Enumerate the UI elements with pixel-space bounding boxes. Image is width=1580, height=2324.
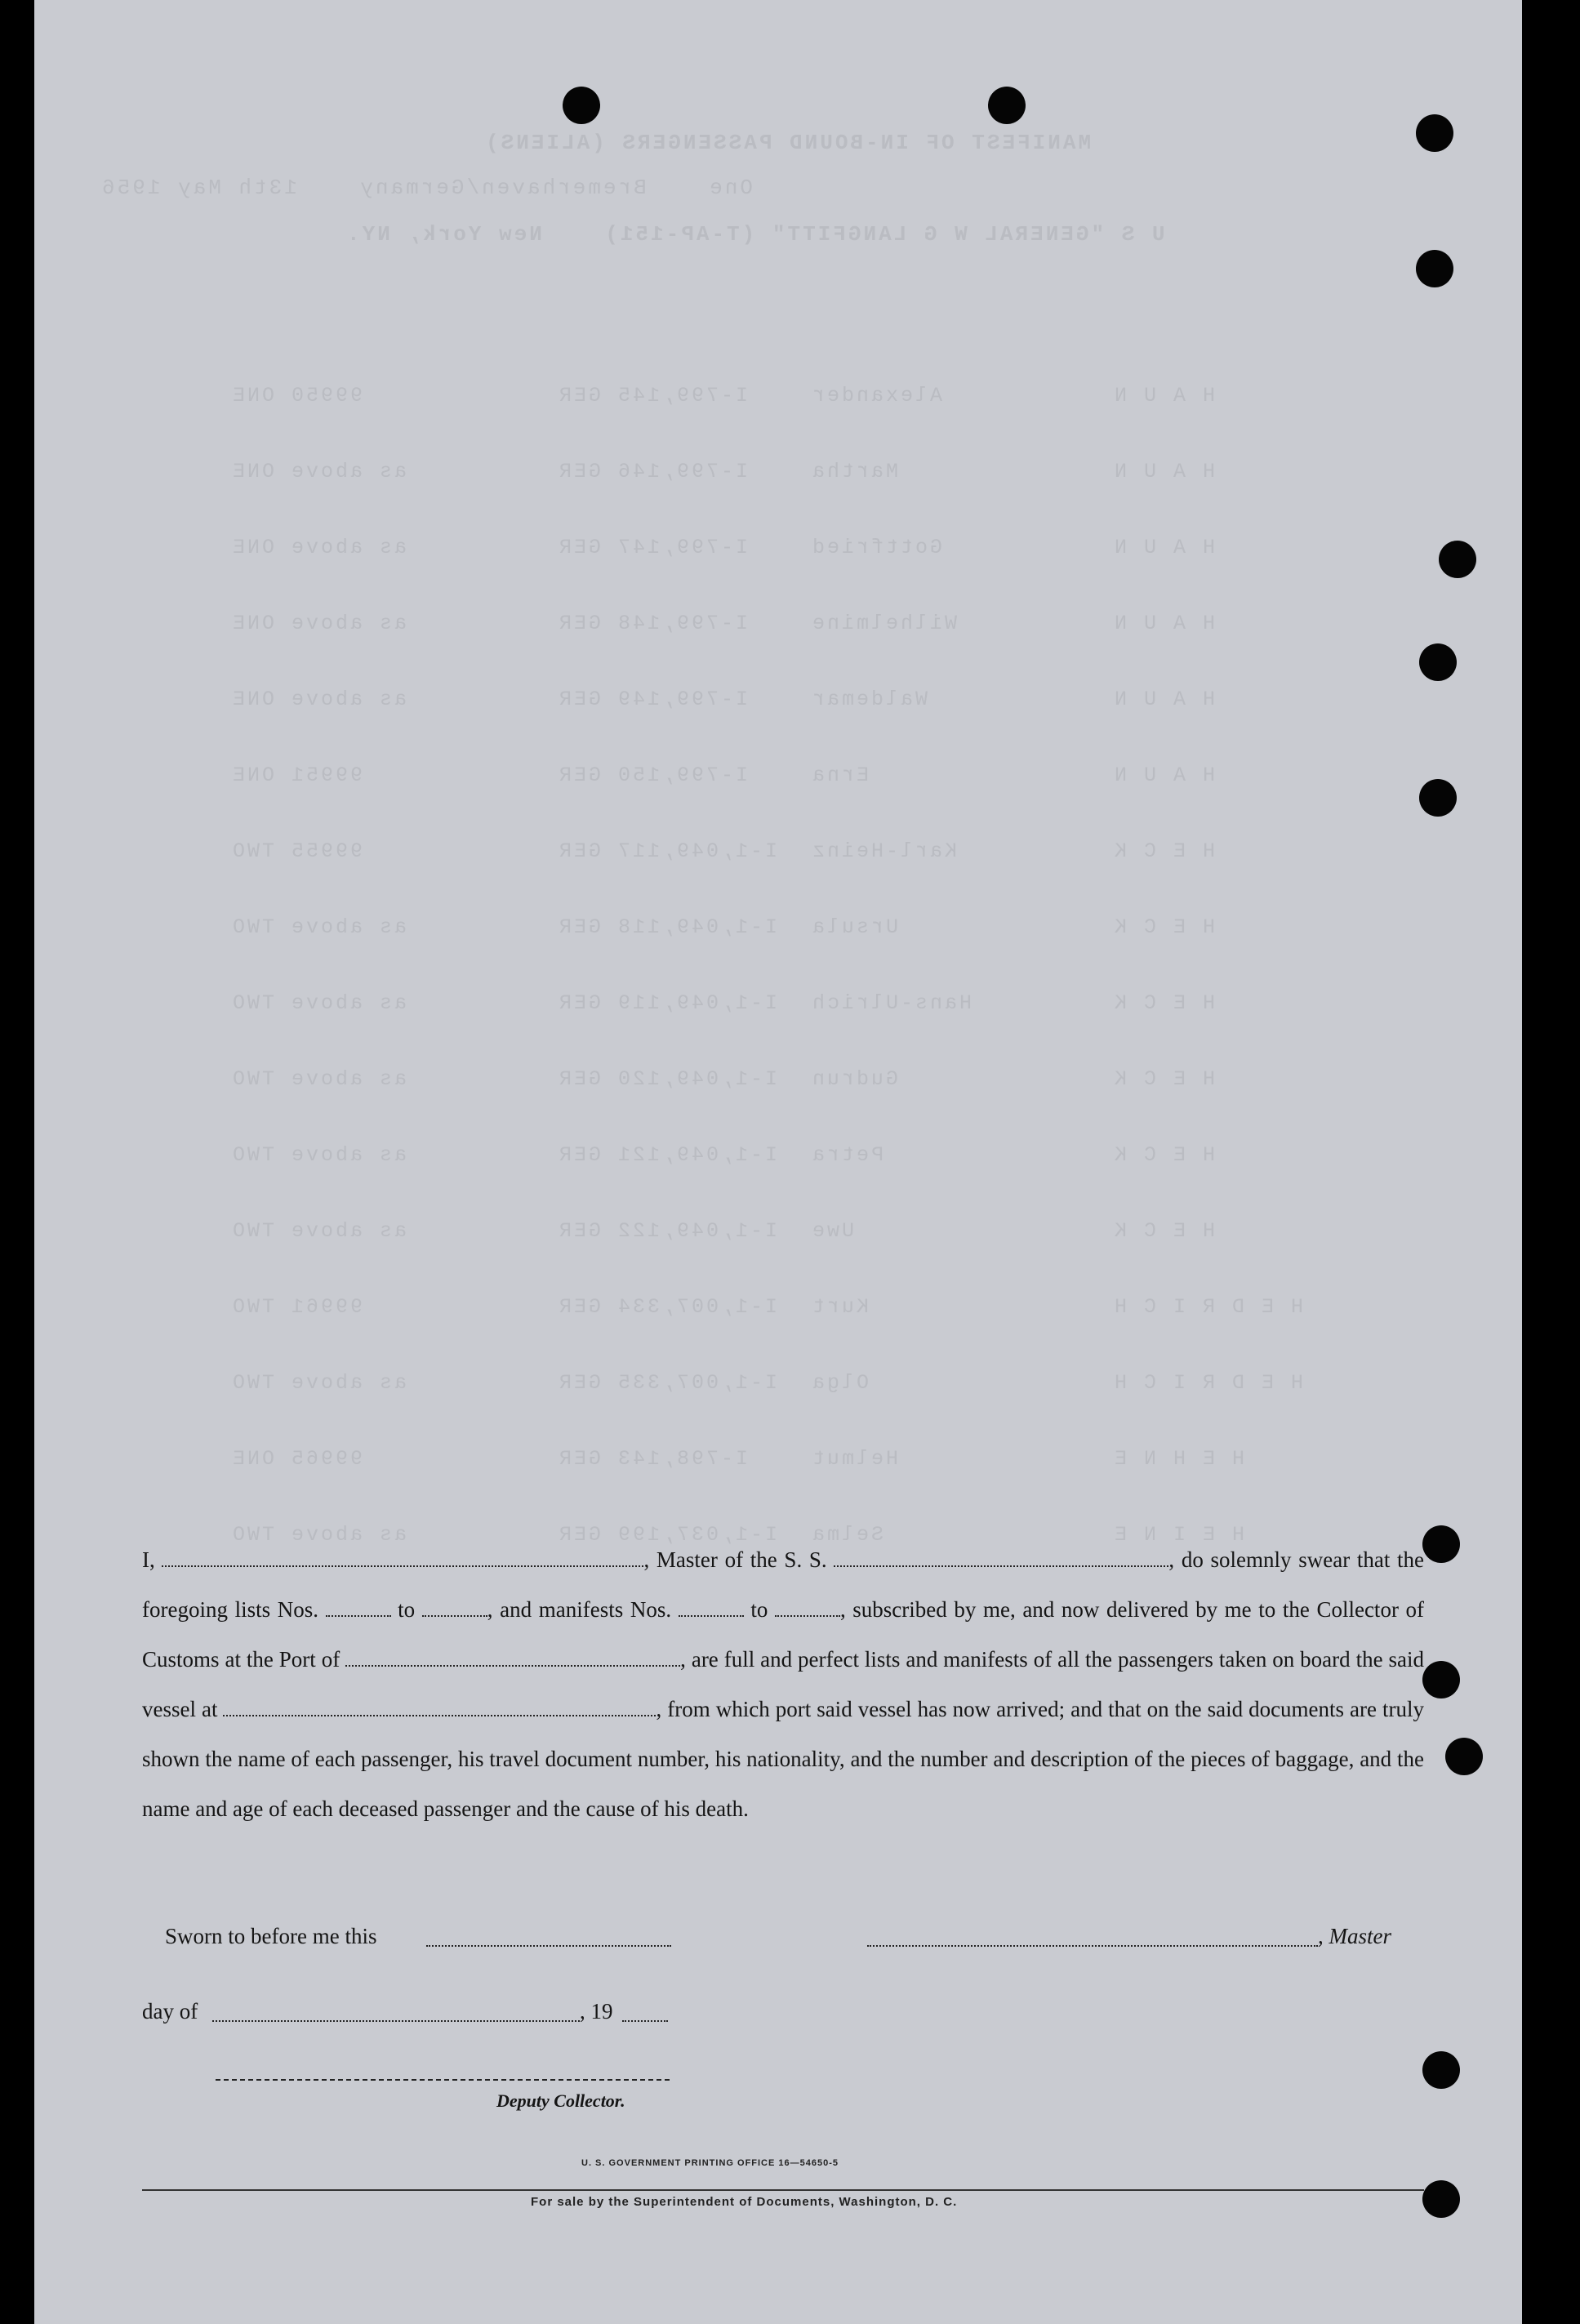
- ghost-row-extra: as above ONE: [230, 688, 407, 711]
- ghost-row-name: H E D R I C H: [1112, 1295, 1304, 1319]
- ghost-row-extra: 99955 TWO: [230, 839, 363, 863]
- ghost-row-doc: I-799,146 GER: [557, 460, 749, 483]
- lists-to-field[interactable]: [422, 1597, 487, 1617]
- oath-master-of: , Master of the S. S.: [643, 1547, 827, 1572]
- ghost-row-name: H E C K: [1112, 1219, 1216, 1243]
- oath-swear: swear that the foregoing lists Nos.: [142, 1547, 1425, 1622]
- oath-port-said: port said vessel has now arrived; and that on the said documents are truly shown the name of each passenger, his travel document number, his nationality, and the number and description of the pieces of baggage, and the name and age of each deceased passenger and the cause of his death.: [142, 1697, 1424, 1821]
- ghost-row-extra: as above TWO: [230, 1067, 407, 1091]
- ghost-row-doc: I-1,037,199 GER: [557, 1523, 778, 1547]
- printing-office-line: U. S. GOVERNMENT PRINTING OFFICE 16—54650-5: [581, 2158, 839, 2168]
- punch-hole-right-6: [1422, 1525, 1460, 1563]
- oath-manifests-all: manifests of all the passengers taken on board the said vessel at: [142, 1647, 1424, 1721]
- ghost-row-name: H E C K: [1112, 915, 1216, 939]
- ghost-row-given: Martha: [810, 460, 899, 483]
- manifests-from-field[interactable]: [679, 1597, 744, 1617]
- oath-delivered: delivered by me to the Collector of Customs at the Port of: [142, 1597, 1425, 1672]
- ghost-row-extra: as above TWO: [230, 1371, 407, 1395]
- port-field[interactable]: [345, 1647, 680, 1667]
- embark-port-field[interactable]: [223, 1697, 656, 1716]
- footer-rule: [142, 2189, 1424, 2191]
- ghost-row-given: Erna: [810, 764, 870, 787]
- ghost-row-doc: I-1,007,334 GER: [557, 1295, 778, 1319]
- oath-paragraph: [142, 1535, 1424, 1834]
- ghost-row-name: H E C K: [1112, 1143, 1216, 1167]
- oath-i: I,: [142, 1547, 155, 1572]
- master-signature-field[interactable]: [867, 1927, 1318, 1947]
- ghost-header-line3: U S "GENERAL W G LANGFITT" (T-AP-151) New York, NY.: [345, 222, 1165, 247]
- oath-subscribed: , subscribed by me, and now: [839, 1597, 1100, 1622]
- punch-hole-right-5: [1419, 779, 1457, 817]
- day-of-field[interactable]: [212, 2002, 580, 2022]
- ghost-row-doc: I-799,145 GER: [557, 384, 749, 407]
- manifest-page: [34, 0, 1522, 2324]
- year-label: , 19: [580, 1999, 613, 2023]
- oath-solemnly: , do solemnly: [1168, 1547, 1292, 1572]
- ghost-row-name: H A U N: [1112, 536, 1216, 559]
- ghost-row-extra: as above TWO: [230, 1523, 407, 1547]
- punch-hole-right-7: [1422, 1661, 1460, 1698]
- ghost-row-doc: I-799,149 GER: [557, 688, 749, 711]
- punch-hole-right-4: [1419, 643, 1457, 681]
- ghost-row-extra: as above TWO: [230, 991, 407, 1015]
- ghost-row-extra: 99965 ONE: [230, 1447, 363, 1471]
- ghost-row-given: Hans-Ulrich: [810, 991, 972, 1015]
- ghost-row-name: H E C K: [1112, 991, 1216, 1015]
- ghost-row-given: Waldemar: [810, 688, 928, 711]
- ghost-row-given: Karl-Heinz: [810, 839, 958, 863]
- punch-hole-top-left: [563, 87, 600, 124]
- ghost-row-given: Kurt: [810, 1295, 870, 1319]
- ghost-row-extra: as above TWO: [230, 1219, 407, 1243]
- ghost-row-given: Gottfried: [810, 536, 943, 559]
- ghost-row-doc: I-1,049,120 GER: [557, 1067, 778, 1091]
- ghost-row-name: H E C K: [1112, 839, 1216, 863]
- ghost-row-doc: I-1,007,335 GER: [557, 1371, 778, 1395]
- sworn-label: Sworn to before me this: [165, 1924, 377, 1948]
- oath-to-2: to: [750, 1597, 768, 1622]
- ghost-row-extra: 99950 ONE: [230, 384, 363, 407]
- ghost-row-extra: as above TWO: [230, 1143, 407, 1167]
- deputy-collector-label: Deputy Collector.: [496, 2090, 625, 2111]
- ghost-row-given: Ursula: [810, 915, 899, 939]
- ghost-row-given: Selma: [810, 1523, 884, 1547]
- ghost-row-name: H A U N: [1112, 688, 1216, 711]
- ghost-row-name: H E H N E: [1112, 1447, 1245, 1471]
- lists-from-field[interactable]: [326, 1597, 391, 1617]
- ghost-row-extra: 99951 ONE: [230, 764, 363, 787]
- manifests-to-field[interactable]: [775, 1597, 840, 1617]
- for-sale-line: For sale by the Superintendent of Documents, Washington, D. C.: [531, 2195, 958, 2209]
- punch-hole-right-8: [1445, 1738, 1483, 1775]
- ghost-row-given: Alexander: [810, 384, 943, 407]
- master-label: , Master: [1318, 1924, 1391, 1948]
- ghost-row-given: Uwe: [810, 1219, 855, 1243]
- ghost-row-name: H E D R I C H: [1112, 1371, 1304, 1395]
- ghost-row-name: H A U N: [1112, 764, 1216, 787]
- ghost-row-extra: as above ONE: [230, 612, 407, 635]
- ghost-row-doc: I-1,049,118 GER: [557, 915, 778, 939]
- ghost-row-doc: I-1,049,122 GER: [557, 1219, 778, 1243]
- ghost-row-extra: as above ONE: [230, 536, 407, 559]
- ghost-row-extra: 99961 TWO: [230, 1295, 363, 1319]
- ghost-row-doc: I-1,049,117 GER: [557, 839, 778, 863]
- oath-full: , are full and perfect lists and: [680, 1647, 938, 1672]
- deputy-collector-signature-field[interactable]: [216, 2074, 670, 2081]
- ghost-row-given: Gudrun: [810, 1067, 899, 1091]
- sworn-date-field[interactable]: [426, 1927, 671, 1947]
- punch-hole-right-10: [1422, 2180, 1460, 2218]
- ghost-row-doc: I-799,150 GER: [557, 764, 749, 787]
- master-name-field[interactable]: [162, 1547, 643, 1567]
- punch-hole-top-center: [988, 87, 1026, 124]
- ghost-row-extra: as above TWO: [230, 915, 407, 939]
- oath-manifests: , and manifests Nos.: [487, 1597, 672, 1622]
- ghost-row-doc: I-799,147 GER: [557, 536, 749, 559]
- ghost-row-name: H A U N: [1112, 612, 1216, 635]
- ghost-row-given: Helmut: [810, 1447, 899, 1471]
- ghost-row-doc: I-1,049,119 GER: [557, 991, 778, 1015]
- punch-hole-right-9: [1422, 2051, 1460, 2089]
- ghost-row-name: H E C K: [1112, 1067, 1216, 1091]
- oath-to-1: to: [398, 1597, 416, 1622]
- ghost-row-doc: I-1,049,121 GER: [557, 1143, 778, 1167]
- year-field[interactable]: [622, 2002, 668, 2022]
- ghost-row-doc: I-799,148 GER: [557, 612, 749, 635]
- ghost-row-name: H A U N: [1112, 384, 1216, 407]
- ghost-header-line2: One Bremerhaven/Germany 13th May 1956: [100, 176, 753, 200]
- ghost-row-name: H E I N E: [1112, 1523, 1245, 1547]
- punch-hole-right-2: [1416, 250, 1453, 287]
- punch-hole-right-3: [1439, 541, 1476, 578]
- punch-hole-right-1: [1416, 114, 1453, 152]
- ship-name-field[interactable]: [834, 1547, 1168, 1567]
- ghost-header-line1: MANIFEST OF IN-BOUND PASSENGERS (ALIENS): [483, 131, 1092, 155]
- day-of-label: day of: [142, 1999, 198, 2023]
- ghost-row-doc: I-798,143 GER: [557, 1447, 749, 1471]
- oath-from-which: , from which: [656, 1697, 770, 1721]
- ghost-row-name: H A U N: [1112, 460, 1216, 483]
- ghost-row-extra: as above ONE: [230, 460, 407, 483]
- ghost-row-given: Petra: [810, 1143, 884, 1167]
- ghost-row-given: Olga: [810, 1371, 870, 1395]
- ghost-row-given: Wilhelmine: [810, 612, 958, 635]
